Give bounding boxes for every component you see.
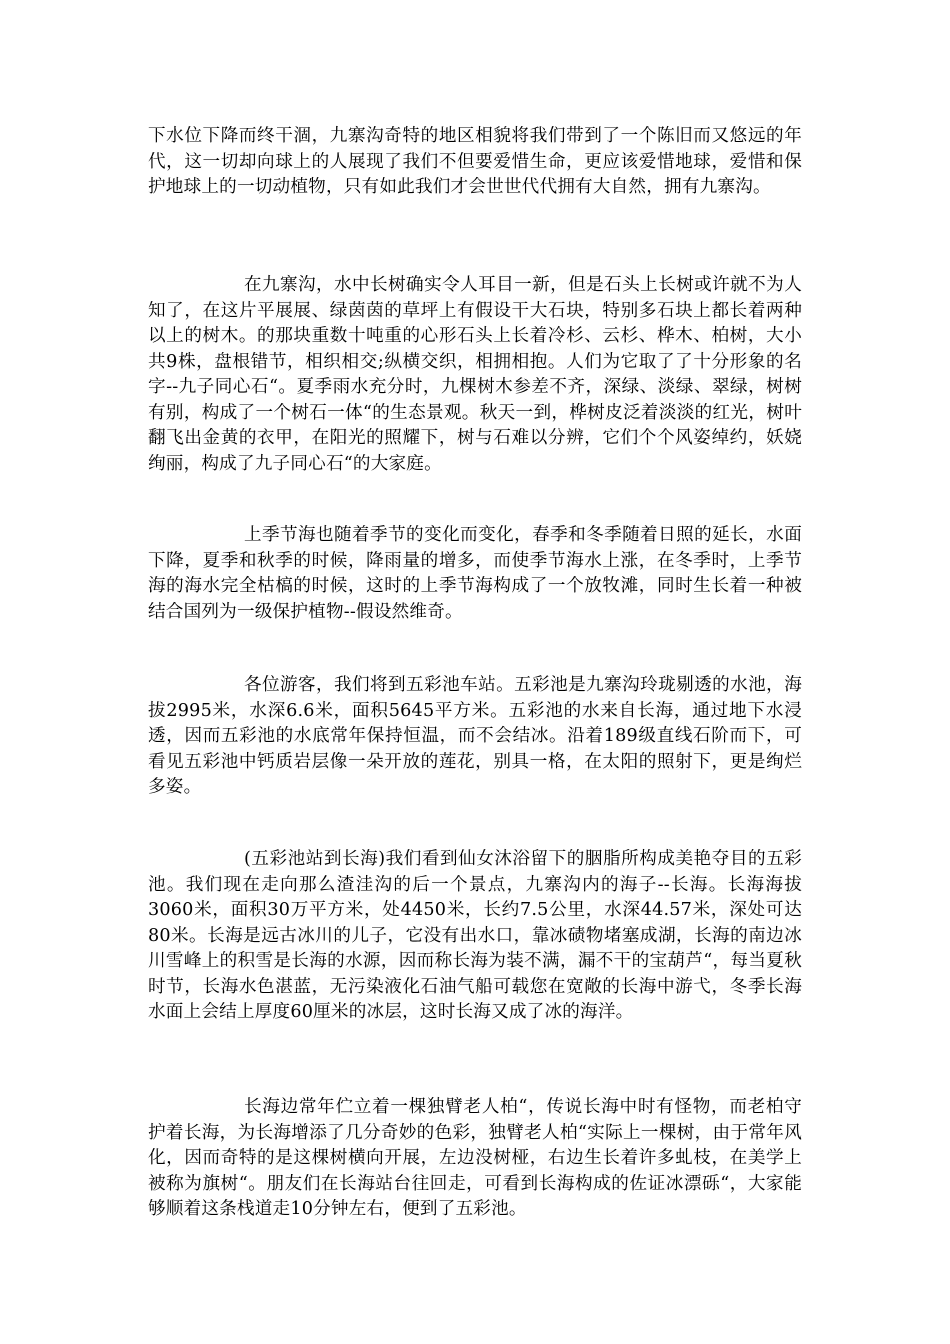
paragraph-3: 上季节海也随着季节的变化而变化，春季和冬季随着日照的延长，水面下降，夏季和秋季的时候，降雨量的增多，而使季节海水上涨，在冬季时，上季节海的海水完全枯槁的时候，这时的上季节海构成了一个放牧滩，同时生长着一种被结合国列为一级保护植物--假设然维奇。 (148, 525, 802, 622)
paragraph-4: 各位游客，我们将到五彩池车站。五彩池是九寨沟玲珑剔透的水池，海拔2995米，水深6.6米，面积5645平方米。五彩池的水来自长海，通过地下水浸透，因而五彩池的水底常年保持恒温，而不会结冰。沿着189级直线石阶而下，可看见五彩池中钙质岩层像一朵开放的莲花，别具一格，在太阳的照射下，更是绚烂多姿。 (148, 675, 802, 797)
paragraph-6: 长海边常年伫立着一棵独臂老人柏“，传说长海中时有怪物，而老柏守护着长海，为长海增添了几分奇妙的色彩，独臂老人柏“实际上一棵树，由于常年风化，因而奇特的是这棵树横向开展，左边没树桠，右边生长着许多虬枝，在美学上被称为旗树“。朋友们在长海站台往回走，可看到长海构成的佐证冰漂砾“，大家能够顺着这条栈道走10分钟左右，便到了五彩池。 (148, 1097, 802, 1219)
paragraph-5: (五彩池站到长海)我们看到仙女沐浴留下的胭脂所构成美艳夺目的五彩池。我们现在走向那么渣洼沟的后一个景点，九寨沟内的海子--长海。长海海拔3060米，面积30万平方米，处4450米，长约7.5公里，水深44.57米，深处可达80米。长海是远古冰川的儿子，它没有出水口，靠冰碛物堵塞成湖，长海的南边冰川雪峰上的积雪是长海的水源，因而称长海为装不满，漏不干的宝葫芦“，每当夏秋时节，长海水色湛蓝，无污染液化石油气船可载您在宽敞的长海中游弋，冬季长海水面上会结上厚度60厘米的冰层，这时长海又成了冰的海洋。 (148, 849, 802, 1022)
paragraph-2: 在九寨沟，水中长树确实令人耳目一新，但是石头上长树或许就不为人知了，在这片平展展、绿茵茵的草坪上有假设干大石块，特别多石块上都长着两种以上的树木。的那块重数十吨重的心形石头上长着冷杉、云杉、桦木、柏树，大小共9株，盘根错节，相织相交;纵横交织，相拥相抱。人们为它取了了十分形象的名字--九子同心石“。夏季雨水充分时，九棵树木参差不齐，深绿、淡绿、翠绿，树树有别，构成了一个树石一体“的生态景观。秋天一到，桦树皮泛着淡淡的红光，树叶翻飞出金黄的衣甲，在阳光的照耀下，树与石难以分辨，它们个个风姿绰约，妖娆绚丽，构成了九子同心石“的大家庭。 (148, 275, 802, 474)
paragraph-1: 下水位下降而终干涸，九寨沟奇特的地区相貌将我们带到了一个陈旧而又悠远的年代，这一切却向球上的人展现了我们不但要爱惜生命，更应该爱惜地球，爱惜和保护地球上的一切动植物，只有如此我们才会世世代代拥有大自然，拥有九寨沟。 (148, 126, 802, 197)
